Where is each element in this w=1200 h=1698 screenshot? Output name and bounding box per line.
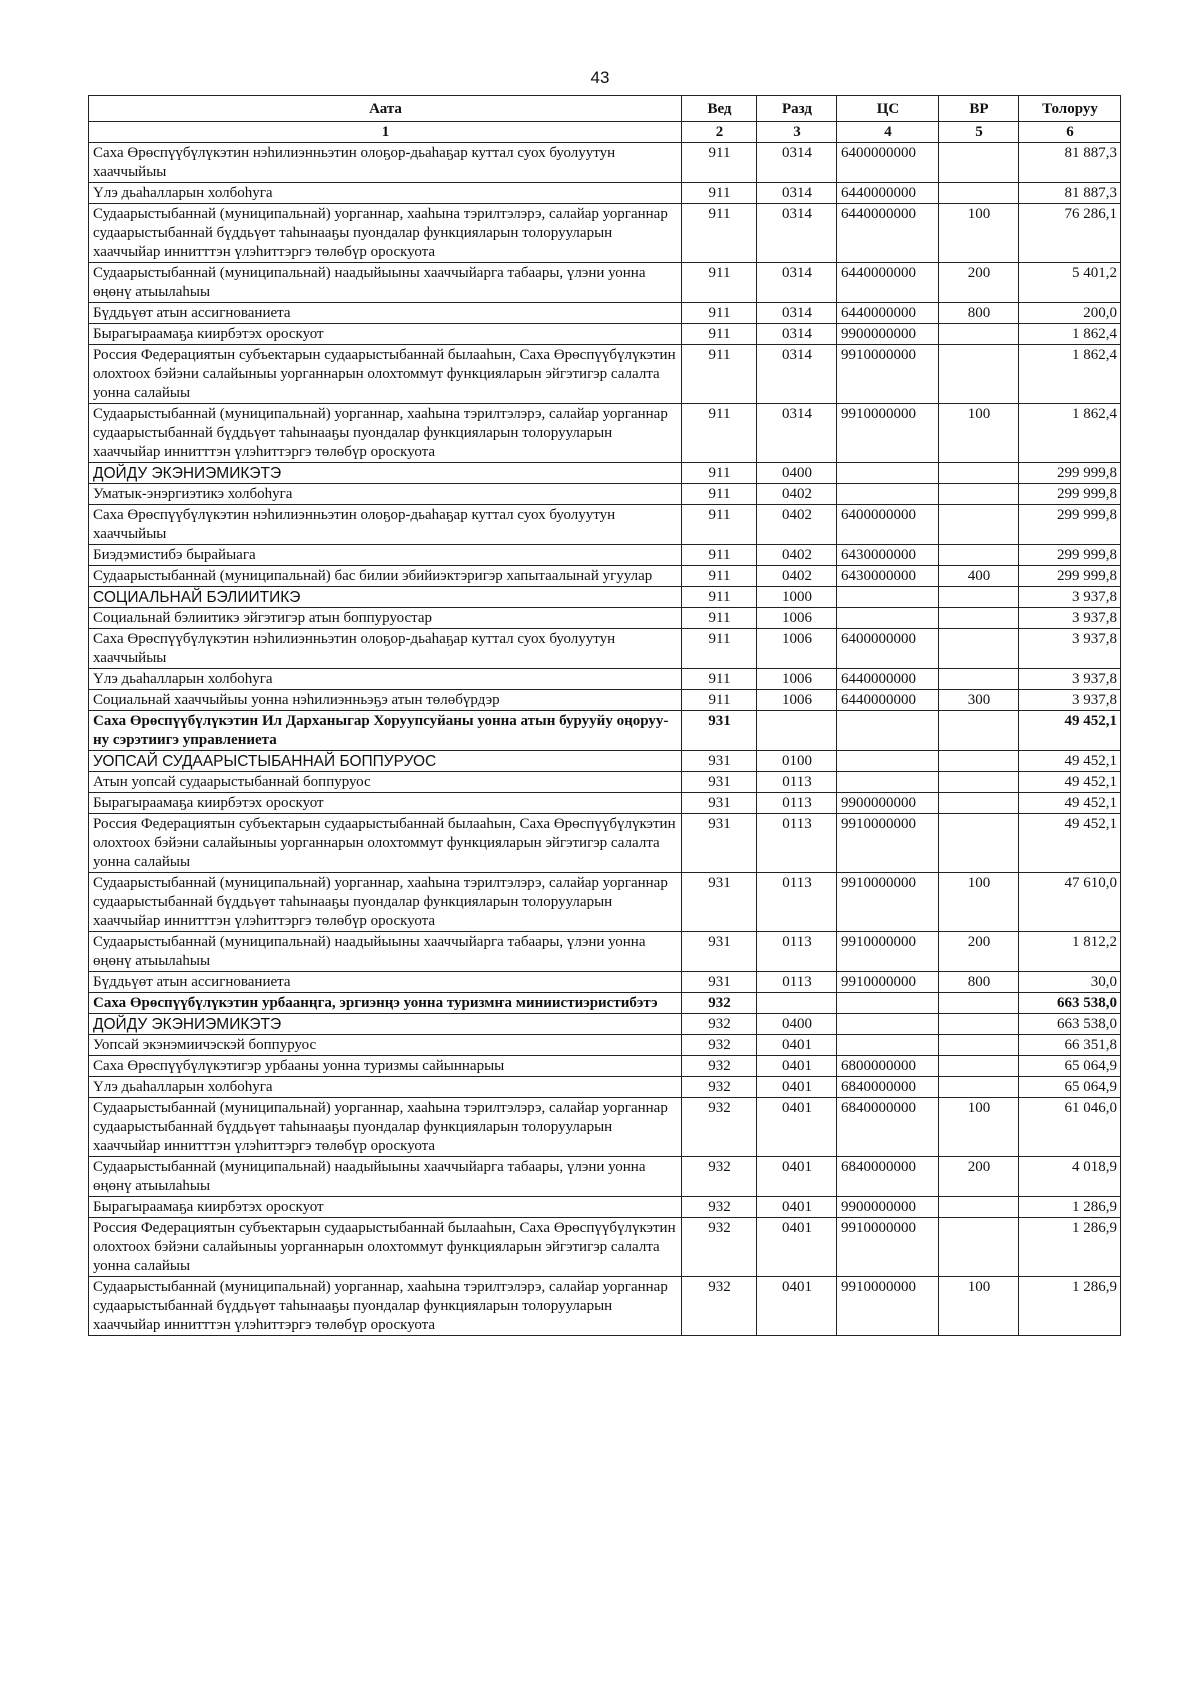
row-razd: 0113 (757, 793, 837, 814)
row-cs: 6440000000 (837, 669, 939, 690)
table-row (89, 463, 1121, 484)
header-row (89, 96, 1121, 122)
row-vr (939, 484, 1019, 505)
header-vr: ВР (939, 96, 1019, 122)
row-sum: 3 937,8 (1019, 608, 1121, 629)
table-row (89, 690, 1121, 711)
row-ved: 911 (682, 690, 757, 711)
row-razd: 0402 (757, 566, 837, 587)
row-vr (939, 1218, 1019, 1277)
row-name: Судаарыстыбаннай (муниципальнай) уорганнар, хааһына тэрилтэлэрэ, салайар уорганнар судаарыстыбаннай бүддьүөт таһынааҕы пуондалар функцияларын толорууларын хааччыйар иннитттэн үлэһиттэргэ төлөбүр ороскуота (89, 204, 682, 263)
row-name: Россия Федерациятын субъектарын судаарыстыбаннай былааһын, Саха Өрөспүүбүлүкэтин олохтоох бэйэни салайыныы уорганнарын олохтоммут функцияларын эйгэтигэр салалта уонна салайыы (89, 814, 682, 873)
row-cs: 9910000000 (837, 1277, 939, 1336)
row-razd: 0314 (757, 204, 837, 263)
row-razd: 0314 (757, 324, 837, 345)
row-name: Судаарыстыбаннай (муниципальнай) наадыйыыны хааччыйарга табаары, үлэни уонна өңөнү атыылаһыы (89, 1157, 682, 1197)
row-name: УОПСАЙ СУДААРЫСТЫБАННАЙ БОППУРУОС (89, 751, 682, 772)
table-row (89, 669, 1121, 690)
row-razd: 0401 (757, 1056, 837, 1077)
row-name: Судаарыстыбаннай (муниципальнай) наадыйыыны хааччыйарга табаары, үлэни уонна өңөнү атыылаһыы (89, 932, 682, 972)
row-vr (939, 993, 1019, 1014)
row-sum: 76 286,1 (1019, 204, 1121, 263)
row-razd: 1006 (757, 690, 837, 711)
row-ved: 932 (682, 993, 757, 1014)
row-vr: 400 (939, 566, 1019, 587)
row-ved: 931 (682, 793, 757, 814)
table-row (89, 1197, 1121, 1218)
row-sum: 299 999,8 (1019, 505, 1121, 545)
table-row (89, 324, 1121, 345)
row-cs: 6440000000 (837, 263, 939, 303)
table-row (89, 793, 1121, 814)
index-cell: 4 (837, 122, 939, 143)
row-name: Үлэ дьаһалларын холбоһуга (89, 1077, 682, 1098)
row-name: Судаарыстыбаннай (муниципальнай) уорганнар, хааһына тэрилтэлэрэ, салайар уорганнар судаарыстыбаннай бүддьүөт таһынааҕы пуондалар функцияларын толорууларын хааччыйар иннитттэн үлэһиттэргэ төлөбүр ороскуота (89, 1277, 682, 1336)
table-row (89, 711, 1121, 751)
row-ved: 911 (682, 324, 757, 345)
row-razd: 0314 (757, 303, 837, 324)
row-razd: 0401 (757, 1157, 837, 1197)
row-vr (939, 711, 1019, 751)
row-ved: 932 (682, 1056, 757, 1077)
row-razd: 0400 (757, 1014, 837, 1035)
row-ved: 911 (682, 505, 757, 545)
row-sum: 1 862,4 (1019, 324, 1121, 345)
table-row (89, 545, 1121, 566)
row-cs (837, 993, 939, 1014)
row-cs: 9910000000 (837, 814, 939, 873)
table-row (89, 608, 1121, 629)
row-name: Саха Өрөспүүбүлүкэтин урбаанңга, эргиэнңэ уонна туризмҥа миниистиэристибэтэ (89, 993, 682, 1014)
row-cs (837, 484, 939, 505)
index-cell: 3 (757, 122, 837, 143)
row-razd: 0314 (757, 404, 837, 463)
row-name: Саха Өрөспүүбүлүкэтигэр урбааны уонна туризмы сайыннарыы (89, 1056, 682, 1077)
row-razd: 0401 (757, 1218, 837, 1277)
table-row (89, 1014, 1121, 1035)
table-row (89, 1056, 1121, 1077)
row-cs: 6400000000 (837, 629, 939, 669)
table-row (89, 1277, 1121, 1336)
row-cs: 9910000000 (837, 873, 939, 932)
row-razd: 0314 (757, 143, 837, 183)
row-ved: 911 (682, 566, 757, 587)
row-cs (837, 711, 939, 751)
row-ved: 911 (682, 303, 757, 324)
row-name: Биэдэмистибэ бырайыага (89, 545, 682, 566)
row-ved: 911 (682, 143, 757, 183)
table-row (89, 814, 1121, 873)
row-name: Бырагыраамаҕа киирбэтэх ороскуот (89, 793, 682, 814)
table-row (89, 1218, 1121, 1277)
row-ved: 932 (682, 1218, 757, 1277)
row-vr (939, 1035, 1019, 1056)
row-vr (939, 751, 1019, 772)
row-sum: 1 286,9 (1019, 1277, 1121, 1336)
row-sum: 299 999,8 (1019, 484, 1121, 505)
row-name: Саха Өрөспүүбүлүкэтин нэһилиэнньэтин олоҕор-дьаһаҕар куттал суох буолуутун хааччыйыы (89, 143, 682, 183)
table-row (89, 303, 1121, 324)
row-sum: 3 937,8 (1019, 690, 1121, 711)
row-cs (837, 587, 939, 608)
row-vr (939, 1056, 1019, 1077)
table-row (89, 629, 1121, 669)
row-sum: 49 452,1 (1019, 814, 1121, 873)
row-vr: 100 (939, 204, 1019, 263)
page-number: 43 (590, 68, 610, 87)
table-row (89, 404, 1121, 463)
row-razd: 0100 (757, 751, 837, 772)
row-cs: 9910000000 (837, 1218, 939, 1277)
row-razd: 0401 (757, 1098, 837, 1157)
row-vr: 200 (939, 1157, 1019, 1197)
row-sum: 81 887,3 (1019, 183, 1121, 204)
row-razd: 1006 (757, 608, 837, 629)
row-razd: 0113 (757, 972, 837, 993)
row-sum: 3 937,8 (1019, 669, 1121, 690)
row-vr: 100 (939, 1277, 1019, 1336)
row-ved: 931 (682, 932, 757, 972)
row-razd: 0113 (757, 932, 837, 972)
row-vr (939, 545, 1019, 566)
table-row (89, 993, 1121, 1014)
row-sum: 3 937,8 (1019, 629, 1121, 669)
table-row (89, 972, 1121, 993)
row-cs: 6440000000 (837, 303, 939, 324)
row-razd: 0113 (757, 873, 837, 932)
row-name: Уопсай экэнэмиичэскэй боппуруос (89, 1035, 682, 1056)
row-cs: 9910000000 (837, 345, 939, 404)
header-cs: ЦС (837, 96, 939, 122)
row-vr (939, 669, 1019, 690)
row-sum: 49 452,1 (1019, 793, 1121, 814)
row-ved: 911 (682, 484, 757, 505)
row-cs: 6800000000 (837, 1056, 939, 1077)
row-cs: 6840000000 (837, 1157, 939, 1197)
table-row (89, 505, 1121, 545)
row-name: ДОЙДУ ЭКЭНИЭМИКЭТЭ (89, 463, 682, 484)
row-name: Россия Федерациятын субъектарын судаарыстыбаннай былааһын, Саха Өрөспүүбүлүкэтин олохтоох бэйэни салайыныы уорганнарын олохтоммут функцияларын эйгэтигэр салалта уонна салайыы (89, 345, 682, 404)
row-ved: 911 (682, 545, 757, 566)
row-sum: 66 351,8 (1019, 1035, 1121, 1056)
table-row (89, 772, 1121, 793)
row-razd (757, 993, 837, 1014)
row-sum: 5 401,2 (1019, 263, 1121, 303)
row-name: Саха Өрөспүүбүлүкэтин Ил Дарханыгар Хоруупсуйаны уонна атын бурууйу оңорууну сэрэтиигэ управлениета (89, 711, 682, 751)
row-name: Социальнай бэлиитикэ эйгэтигэр атын боппуруостар (89, 608, 682, 629)
row-name: Уматык-энэргиэтикэ холбоһуга (89, 484, 682, 505)
index-cell: 6 (1019, 122, 1121, 143)
row-name: Судаарыстыбаннай (муниципальнай) уорганнар, хааһына тэрилтэлэрэ, салайар уорганнар судаарыстыбаннай бүддьүөт таһынааҕы пуондалар функцияларын толорууларын хааччыйар иннитттэн үлэһиттэргэ төлөбүр ороскуота (89, 873, 682, 932)
row-cs: 6400000000 (837, 505, 939, 545)
row-sum: 30,0 (1019, 972, 1121, 993)
row-cs: 6440000000 (837, 690, 939, 711)
row-cs: 9900000000 (837, 1197, 939, 1218)
row-vr (939, 814, 1019, 873)
header-name: Аата (89, 96, 682, 122)
table-row (89, 345, 1121, 404)
row-cs (837, 1014, 939, 1035)
row-sum: 81 887,3 (1019, 143, 1121, 183)
row-name: Бырагыраамаҕа киирбэтэх ороскуот (89, 324, 682, 345)
row-ved: 932 (682, 1197, 757, 1218)
row-vr (939, 793, 1019, 814)
table-row (89, 263, 1121, 303)
row-ved: 931 (682, 751, 757, 772)
row-vr (939, 463, 1019, 484)
row-sum: 1 286,9 (1019, 1218, 1121, 1277)
row-vr: 100 (939, 1098, 1019, 1157)
row-ved: 911 (682, 404, 757, 463)
row-vr (939, 1014, 1019, 1035)
row-sum: 663 538,0 (1019, 1014, 1121, 1035)
row-cs: 6840000000 (837, 1098, 939, 1157)
row-ved: 931 (682, 711, 757, 751)
row-cs (837, 463, 939, 484)
row-ved: 932 (682, 1077, 757, 1098)
row-razd: 0401 (757, 1277, 837, 1336)
row-sum: 49 452,1 (1019, 772, 1121, 793)
row-ved: 911 (682, 263, 757, 303)
row-razd: 0401 (757, 1197, 837, 1218)
budget-table (88, 95, 1121, 1336)
row-razd: 0402 (757, 484, 837, 505)
row-sum: 65 064,9 (1019, 1077, 1121, 1098)
row-name: Судаарыстыбаннай (муниципальнай) наадыйыыны хааччыйарга табаары, үлэни уонна өңөнү атыылаһыы (89, 263, 682, 303)
row-razd: 0113 (757, 772, 837, 793)
row-razd: 0314 (757, 183, 837, 204)
row-ved: 931 (682, 814, 757, 873)
row-cs: 6440000000 (837, 204, 939, 263)
row-vr (939, 1197, 1019, 1218)
header-razd: Разд (757, 96, 837, 122)
row-vr: 100 (939, 873, 1019, 932)
row-cs (837, 1035, 939, 1056)
row-name: ДОЙДУ ЭКЭНИЭМИКЭТЭ (89, 1014, 682, 1035)
row-sum: 3 937,8 (1019, 587, 1121, 608)
row-ved: 931 (682, 972, 757, 993)
table-row (89, 873, 1121, 932)
row-sum: 663 538,0 (1019, 993, 1121, 1014)
row-name: Үлэ дьаһалларын холбоһуга (89, 669, 682, 690)
row-ved: 931 (682, 772, 757, 793)
column-index-row (89, 122, 1121, 143)
row-razd: 0402 (757, 545, 837, 566)
row-ved: 932 (682, 1035, 757, 1056)
table-row (89, 1077, 1121, 1098)
table-row (89, 566, 1121, 587)
header-sum: Толоруу (1019, 96, 1121, 122)
row-cs: 6840000000 (837, 1077, 939, 1098)
row-sum: 1 286,9 (1019, 1197, 1121, 1218)
row-name: Социальнай хааччыйыы уонна нэһилиэнньэҕэ атын төлөбүрдэр (89, 690, 682, 711)
row-name: СОЦИАЛЬНАЙ БЭЛИИТИКЭ (89, 587, 682, 608)
row-cs (837, 772, 939, 793)
row-vr (939, 324, 1019, 345)
row-vr (939, 143, 1019, 183)
row-razd: 1000 (757, 587, 837, 608)
row-name: Атын уопсай судаарыстыбаннай боппуруос (89, 772, 682, 793)
table-row (89, 932, 1121, 972)
row-cs: 6440000000 (837, 183, 939, 204)
row-name: Бүддьүөт атын ассигнованиета (89, 303, 682, 324)
row-vr: 300 (939, 690, 1019, 711)
row-cs: 6430000000 (837, 566, 939, 587)
row-razd (757, 711, 837, 751)
row-razd: 1006 (757, 669, 837, 690)
table-row (89, 204, 1121, 263)
row-cs: 9910000000 (837, 404, 939, 463)
row-sum: 4 018,9 (1019, 1157, 1121, 1197)
row-sum: 47 610,0 (1019, 873, 1121, 932)
row-ved: 911 (682, 183, 757, 204)
table-row (89, 183, 1121, 204)
row-sum: 49 452,1 (1019, 711, 1121, 751)
table-row (89, 587, 1121, 608)
row-cs: 6430000000 (837, 545, 939, 566)
row-name: Бырагыраамаҕа киирбэтэх ороскуот (89, 1197, 682, 1218)
row-razd: 0401 (757, 1035, 837, 1056)
row-ved: 931 (682, 873, 757, 932)
row-name: Судаарыстыбаннай (муниципальнай) уорганнар, хааһына тэрилтэлэрэ, салайар уорганнар судаарыстыбаннай бүддьүөт таһынааҕы пуондалар функцияларын толорууларын хааччыйар иннитттэн үлэһиттэргэ төлөбүр ороскуота (89, 1098, 682, 1157)
table-row (89, 751, 1121, 772)
row-razd: 0401 (757, 1077, 837, 1098)
row-ved: 932 (682, 1157, 757, 1197)
table-row (89, 143, 1121, 183)
row-vr: 200 (939, 932, 1019, 972)
row-ved: 932 (682, 1277, 757, 1336)
row-sum: 1 862,4 (1019, 345, 1121, 404)
header-ved: Вед (682, 96, 757, 122)
row-name: Бүддьүөт атын ассигнованиета (89, 972, 682, 993)
row-name: Үлэ дьаһалларын холбоһуга (89, 183, 682, 204)
row-cs: 9910000000 (837, 972, 939, 993)
table-row (89, 484, 1121, 505)
row-vr (939, 505, 1019, 545)
row-sum: 1 812,2 (1019, 932, 1121, 972)
row-razd: 0400 (757, 463, 837, 484)
row-ved: 911 (682, 463, 757, 484)
row-name: Судаарыстыбаннай (муниципальнай) уорганнар, хааһына тэрилтэлэрэ, салайар уорганнар судаарыстыбаннай бүддьүөт таһынааҕы пуондалар функцияларын толорууларын хааччыйар иннитттэн үлэһиттэргэ төлөбүр ороскуота (89, 404, 682, 463)
row-cs: 6400000000 (837, 143, 939, 183)
row-cs: 9910000000 (837, 932, 939, 972)
row-sum: 49 452,1 (1019, 751, 1121, 772)
table-row (89, 1098, 1121, 1157)
row-vr (939, 587, 1019, 608)
row-vr: 800 (939, 972, 1019, 993)
row-ved: 911 (682, 669, 757, 690)
row-sum: 299 999,8 (1019, 463, 1121, 484)
row-ved: 932 (682, 1098, 757, 1157)
row-vr: 100 (939, 404, 1019, 463)
index-cell: 1 (89, 122, 682, 143)
row-vr (939, 345, 1019, 404)
row-vr (939, 608, 1019, 629)
row-cs (837, 608, 939, 629)
row-ved: 932 (682, 1014, 757, 1035)
row-cs (837, 751, 939, 772)
row-ved: 911 (682, 204, 757, 263)
row-vr (939, 183, 1019, 204)
row-vr (939, 1077, 1019, 1098)
row-sum: 61 046,0 (1019, 1098, 1121, 1157)
row-name: Саха Өрөспүүбүлүкэтин нэһилиэнньэтин олоҕор-дьаһаҕар куттал суох буолуутун хааччыйыы (89, 629, 682, 669)
row-sum: 299 999,8 (1019, 545, 1121, 566)
row-vr: 200 (939, 263, 1019, 303)
row-ved: 911 (682, 587, 757, 608)
row-vr (939, 772, 1019, 793)
row-ved: 911 (682, 345, 757, 404)
row-cs: 9900000000 (837, 324, 939, 345)
row-razd: 1006 (757, 629, 837, 669)
table-row (89, 1157, 1121, 1197)
row-razd: 0113 (757, 814, 837, 873)
row-sum: 65 064,9 (1019, 1056, 1121, 1077)
row-ved: 911 (682, 629, 757, 669)
row-sum: 1 862,4 (1019, 404, 1121, 463)
row-vr (939, 629, 1019, 669)
row-ved: 911 (682, 608, 757, 629)
row-cs: 9900000000 (837, 793, 939, 814)
table-row (89, 1035, 1121, 1056)
row-vr: 800 (939, 303, 1019, 324)
index-cell: 2 (682, 122, 757, 143)
row-razd: 0402 (757, 505, 837, 545)
row-name: Судаарыстыбаннай (муниципальнай) бас билии эбийиэктэригэр хапытаалынай угуулар (89, 566, 682, 587)
row-razd: 0314 (757, 263, 837, 303)
row-sum: 200,0 (1019, 303, 1121, 324)
index-cell: 5 (939, 122, 1019, 143)
row-razd: 0314 (757, 345, 837, 404)
row-sum: 299 999,8 (1019, 566, 1121, 587)
row-name: Россия Федерациятын субъектарын судаарыстыбаннай былааһын, Саха Өрөспүүбүлүкэтин олохтоох бэйэни салайыныы уорганнарын олохтоммут функцияларын эйгэтигэр салалта уонна салайыы (89, 1218, 682, 1277)
row-name: Саха Өрөспүүбүлүкэтин нэһилиэнньэтин олоҕор-дьаһаҕар куттал суох буолуутун хааччыйыы (89, 505, 682, 545)
